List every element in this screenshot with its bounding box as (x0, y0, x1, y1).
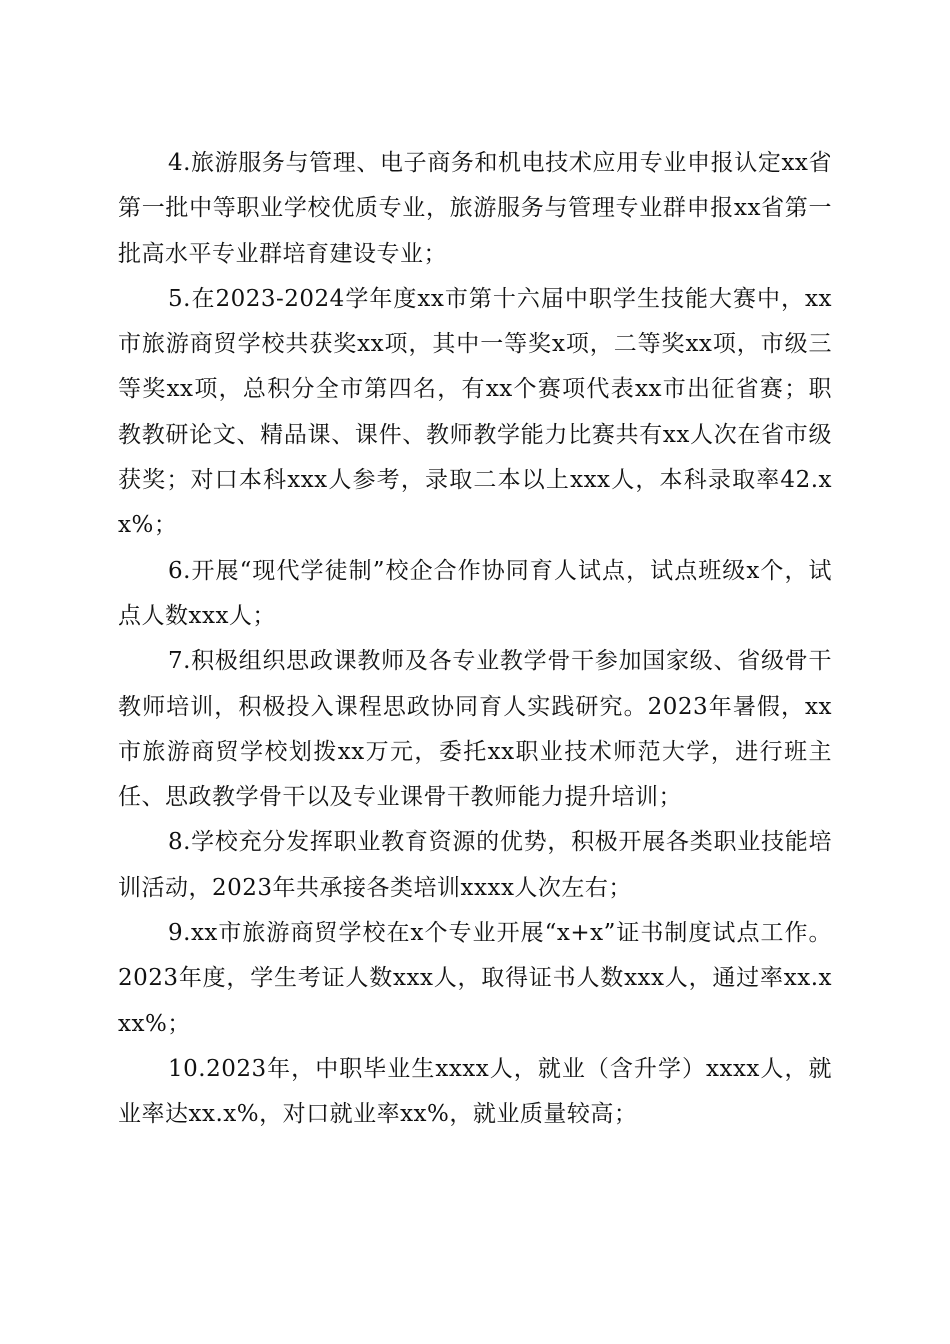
paragraph-item-4: 4.旅游服务与管理、电子商务和机电技术应用专业申报认定xx省第一批中等职业学校优质专业，旅游服务与管理专业群申报xx省第一批高水平专业群培育建设专业； (118, 150, 832, 267)
paragraph-item-5: 5.在2023-2024学年度xx市第十六届中职学生技能大赛中，xx市旅游商贸学校共获奖xx项，其中一等奖x项，二等奖xx项，市级三等奖xx项，总积分全市第四名，有xx个赛项代表xx市出征省赛；职教教研论文、精品课、课件、教师教学能力比赛共有xx人次在省市级获奖；对口本科xxx人参考，录取二本以上xxx人，本科录取率42.xx%； (118, 285, 832, 539)
paragraph-item-10: 10.2023年，中职毕业生xxxx人，就业（含升学）xxxx人，就业率达xx.x%，对口就业率xx%，就业质量较高； (118, 1055, 832, 1128)
paragraph-item-8: 8.学校充分发挥职业教育资源的优势，积极开展各类职业技能培训活动，2023年共承接各类培训xxxx人次左右； (118, 829, 832, 901)
paragraph-item-9: 9.xx市旅游商贸学校在x个专业开展“x+x”证书制度试点工作。2023年度，学生考证人数xxx人，取得证书人数xxx人，通过率xx.xxx%； (118, 920, 832, 1037)
document-body (118, 141, 832, 1138)
paragraph-item-6: 6.开展“现代学徒制”校企合作协同育人试点，试点班级x个，试点人数xxx人； (118, 557, 832, 629)
paragraph-item-7: 7.积极组织思政课教师及各专业教学骨干参加国家级、省级骨干教师培训，积极投入课程思政协同育人实践研究。2023年暑假，xx市旅游商贸学校划拨xx万元，委托xx职业技术师范大学，进行班主任、思政教学骨干以及专业课骨干教师能力提升培训； (118, 648, 832, 811)
